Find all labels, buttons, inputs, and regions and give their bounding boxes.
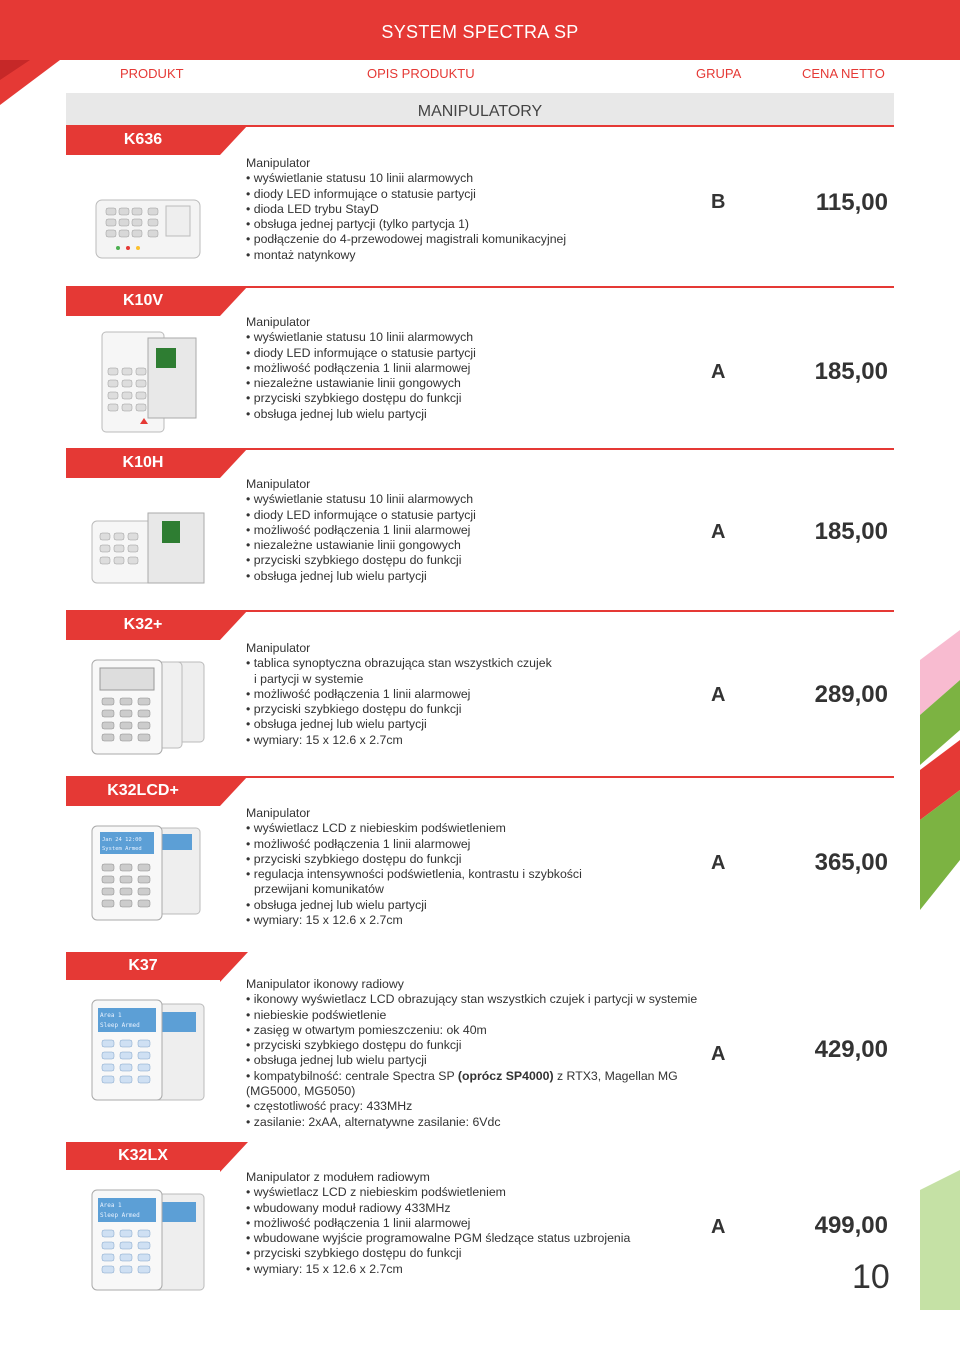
feature-item: • możliwość podłączenia 1 linii alarmowej: [246, 837, 582, 852]
feature-item: • możliwość podłączenia 1 linii alarmowej: [246, 1216, 630, 1231]
product-code: K10V: [66, 286, 220, 316]
lcd-line: Sleep Armed: [100, 1022, 140, 1029]
product-code: K636: [66, 125, 220, 155]
product-code: K32LX: [66, 1142, 220, 1170]
feature-item: • diody LED informujące o statusie partycji: [246, 508, 476, 523]
feature-item: • przyciski szybkiego dostępu do funkcji: [246, 391, 476, 406]
feature-item: • przyciski szybkiego dostępu do funkcji: [246, 1246, 630, 1261]
product-row: [66, 776, 894, 936]
feature-item: • przyciski szybkiego dostępu do funkcji: [246, 553, 476, 568]
column-header-product: PRODUKT: [120, 66, 184, 81]
feature-item: • obsługa jednej lub wielu partycji: [246, 1053, 697, 1068]
product-code: K32+: [66, 610, 220, 640]
feature-item: • diody LED informujące o statusie partycji: [246, 187, 566, 202]
product-price: 365,00: [814, 849, 888, 876]
product-group: A: [711, 684, 726, 706]
right-edge-decoration-lower: [920, 1170, 960, 1310]
description-line: Manipulator: [246, 477, 311, 491]
feature-item: • obsługa jednej lub wielu partycji: [246, 898, 582, 913]
product-row: [66, 286, 894, 436]
product-description: [246, 977, 697, 1130]
lcd-line: Area 1: [100, 1202, 122, 1209]
feature-item: • obsługa jednej lub wielu partycji: [246, 407, 476, 422]
product-price: 289,00: [814, 681, 888, 708]
feature-item: • wyświetlanie statusu 10 linii alarmowych: [246, 330, 476, 345]
product-row: [66, 1142, 894, 1312]
product-group: A: [711, 521, 726, 543]
page-title: SYSTEM SPECTRA SP: [381, 22, 579, 42]
product-row: [66, 125, 894, 275]
feature-item: • możliwość podłączenia 1 linii alarmowej: [246, 361, 476, 376]
lcd-line: Sleep Armed: [100, 1212, 140, 1219]
column-header-price: CENA NETTO: [802, 66, 885, 81]
product-description: [246, 806, 582, 928]
product-code: K32LCD+: [66, 776, 220, 806]
product-description: [246, 156, 566, 263]
keypad-image: [88, 996, 208, 1104]
product-price: 185,00: [814, 518, 888, 545]
section-header: [66, 93, 894, 125]
feature-item: • wyświetlacz LCD z niebieskim podświetleniem: [246, 821, 582, 836]
feature-item: • wyświetlacz LCD z niebieskim podświetleniem: [246, 1185, 630, 1200]
description-line: Manipulator: [246, 315, 311, 329]
keypad-image: [88, 822, 208, 922]
product-row: [66, 448, 894, 598]
feature-item: • diody LED informujące o statusie partycji: [246, 346, 476, 361]
feature-item: [246, 1069, 697, 1084]
product-group: B: [711, 191, 726, 213]
feature-item: • dioda LED trybu StayD: [246, 202, 566, 217]
feature-item: • przyciski szybkiego dostępu do funkcji: [246, 852, 582, 867]
feature-item: • wbudowany moduł radiowy 433MHz: [246, 1201, 630, 1216]
row-divider: [66, 125, 894, 127]
column-header-description: OPIS PRODUKTU: [367, 66, 475, 81]
product-code: K10H: [66, 448, 220, 478]
feature-item: • wymiary: 15 x 12.6 x 2.7cm: [246, 733, 552, 748]
feature-item: • możliwość podłączenia 1 linii alarmowej: [246, 687, 552, 702]
feature-item: • obsługa jednej partycji (tylko partycja 1): [246, 217, 566, 232]
keypad-image: [88, 185, 208, 277]
feature-item: • ikonowy wyświetlacz LCD obrazujący stan wszystkich czujek i partycji w systemie: [246, 992, 697, 1007]
feature-item: • podłączenie do 4-przewodowej magistrali komunikacyjnej: [246, 232, 566, 247]
feature-text: kompatybilność: centrale Spectra SP: [253, 1068, 458, 1083]
product-description: [246, 1170, 630, 1277]
product-group: A: [711, 361, 726, 383]
feature-item: • niezależne ustawianie linii gongowych: [246, 538, 476, 553]
feature-item: • możliwość podłączenia 1 linii alarmowej: [246, 523, 476, 538]
section-title: MANIPULATORY: [417, 103, 543, 120]
feature-item: • przyciski szybkiego dostępu do funkcji: [246, 702, 552, 717]
product-row: [66, 610, 894, 760]
product-description: [246, 477, 476, 584]
left-corner-decoration: [0, 60, 60, 120]
product-code: K37: [66, 952, 220, 980]
feature-item: • zasięg w otwartym pomieszczeniu: ok 40m: [246, 1023, 697, 1038]
feature-item: • przyciski szybkiego dostępu do funkcji: [246, 1038, 697, 1053]
description-line: Manipulator ikonowy radiowy: [246, 977, 404, 991]
product-price: 429,00: [814, 1036, 888, 1063]
lcd-line: Area 1: [100, 1012, 122, 1019]
keypad-image: [88, 656, 208, 756]
keypad-image: [88, 506, 208, 598]
column-header-group: GRUPA: [696, 66, 742, 81]
description-line: Manipulator: [246, 806, 311, 820]
feature-item: • niezależne ustawianie linii gongowych: [246, 376, 476, 391]
description-line: Manipulator z modułem radiowym: [246, 1170, 430, 1184]
keypad-image: [88, 328, 208, 438]
product-group: A: [711, 1043, 726, 1065]
feature-emphasis: (oprócz SP4000): [457, 1068, 554, 1083]
feature-item-continuation: i partycji w systemie: [254, 671, 364, 686]
feature-item: • wyświetlanie statusu 10 linii alarmowych: [246, 171, 566, 186]
feature-item: • montaż natynkowy: [246, 248, 566, 263]
feature-item: • wymiary: 15 x 12.6 x 2.7cm: [246, 913, 582, 928]
description-line: Manipulator: [246, 641, 311, 655]
keypad-image: [88, 1186, 208, 1294]
product-price: 185,00: [814, 358, 888, 385]
feature-item: • obsługa jednej lub wielu partycji: [246, 569, 476, 584]
product-price: 115,00: [815, 189, 888, 216]
right-edge-decoration-upper: [920, 620, 960, 920]
feature-item: • regulacja intensywności podświetlenia, kontrastu i szybkości: [246, 867, 582, 882]
feature-item: • obsługa jednej lub wielu partycji: [246, 717, 552, 732]
product-price: 499,00: [814, 1212, 888, 1239]
feature-item: • niebieskie podświetlenie: [246, 1008, 697, 1023]
feature-item: • wbudowane wyjście programowalne PGM śledzące status uzbrojenia: [246, 1231, 630, 1246]
product-group: A: [711, 852, 726, 874]
product-group: A: [711, 1216, 726, 1238]
feature-item-continuation: przewijani komunikatów: [254, 882, 384, 897]
product-row: [66, 952, 894, 1132]
feature-item: • zasilanie: 2xAA, alternatywne zasilanie: 6Vdc: [246, 1115, 697, 1130]
product-description: [246, 315, 476, 422]
feature-item: • częstotliwość pracy: 433MHz: [246, 1099, 697, 1114]
feature-item-continuation: (MG5000, MG5050): [246, 1084, 356, 1099]
product-description: [246, 641, 552, 748]
feature-item: • wyświetlanie statusu 10 linii alarmowych: [246, 492, 476, 507]
lcd-line: System Armed: [102, 846, 142, 852]
description-line: Manipulator: [246, 156, 311, 170]
page-number: 10: [852, 1258, 890, 1296]
feature-item: • tablica synoptyczna obrazująca stan wszystkich czujek: [246, 656, 552, 671]
lcd-line: Jan 24 12:00: [102, 837, 142, 843]
feature-item: • wymiary: 15 x 12.6 x 2.7cm: [246, 1262, 630, 1277]
feature-text: z RTX3, Magellan MG: [553, 1068, 678, 1083]
